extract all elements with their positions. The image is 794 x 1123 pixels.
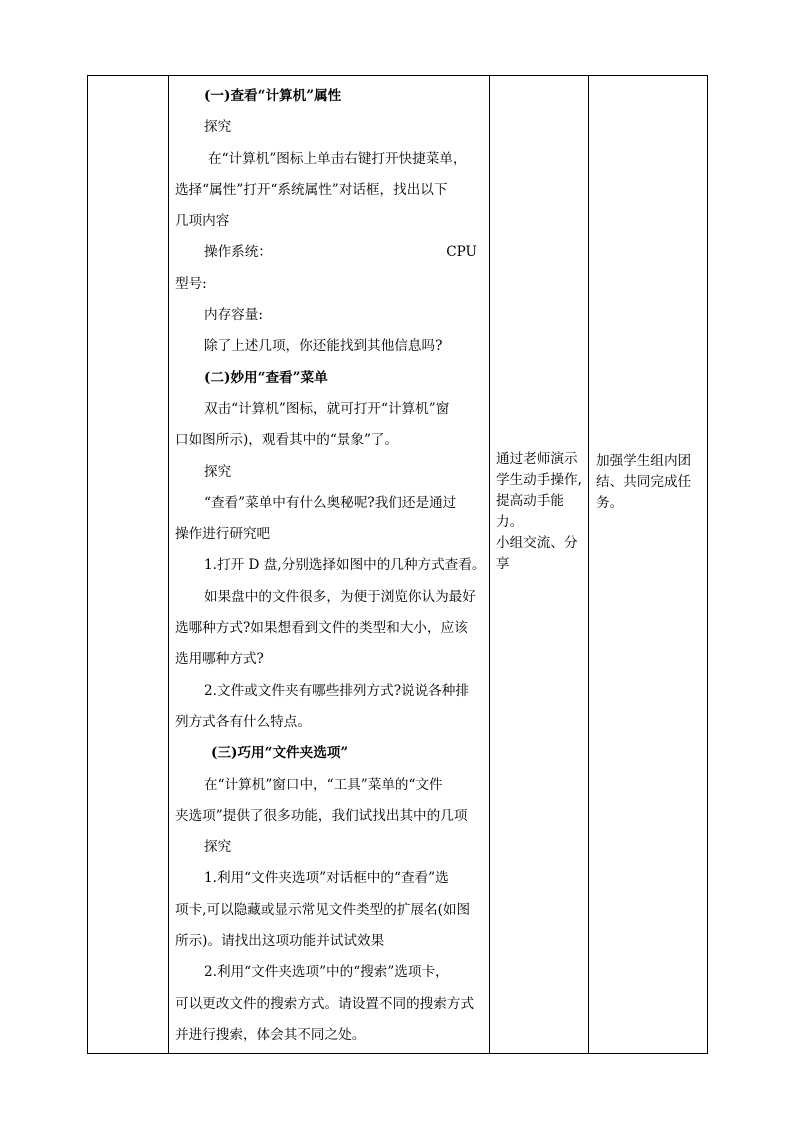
text-line: 双击“计算机”图标，就可打开“计算机”窗 <box>204 400 450 417</box>
text-line: 所示)。请找出这项功能并试试效果 <box>175 933 385 950</box>
method-line: 通过老师演示 <box>496 450 578 467</box>
text-line: “查看”菜单中有什么奥秘呢?我们还是通过 <box>204 494 457 511</box>
text-line: 型号: <box>175 275 207 292</box>
text-line: 可以更改文件的搜索方式。请设置不同的搜索方式 <box>175 995 475 1012</box>
section-heading-1: (一)查看“计算机”属性 <box>204 88 342 104</box>
text-line: 项卡,可以隐藏或显示常见文件类型的扩展名(如图 <box>175 901 471 918</box>
activity-content <box>169 76 489 1051</box>
intent-line: 务。 <box>596 495 624 511</box>
method-line: 享 <box>496 555 510 572</box>
intent-cell <box>589 76 708 1054</box>
text-line: 在“计算机”窗口中，“工具”菜单的“文件 <box>204 776 443 793</box>
intent-line: 结、共同完成任 <box>596 474 692 490</box>
text-line: 在“计算机”图标上单击右键打开快捷菜单， <box>208 150 467 167</box>
text-line: 1.利用“文件夹选项”对话框中的“查看”选 <box>204 870 449 887</box>
explore-label: 探究 <box>204 119 232 136</box>
cpu-label: CPU <box>446 244 477 261</box>
text-line: 2.文件或文件夹有哪些排列方式?说说各种排 <box>204 682 469 699</box>
text-line: 夹选项”提供了很多功能，我们试找出其中的几项 <box>175 807 468 824</box>
os-label: 操作系统： <box>204 244 272 261</box>
text-line: 选哪种方式?如果想看到文件的类型和大小，应该 <box>175 620 468 637</box>
method-line: 学生动手操作, <box>496 471 582 488</box>
text-line: 几项内容 <box>175 213 230 230</box>
method-line: 小组交流、分 <box>496 534 578 551</box>
method-line: 提高动手能力。 <box>496 492 564 530</box>
section-heading-3: (三)巧用“文件夹选项” <box>211 745 349 762</box>
text-line: 1.打开 D 盘,分别选择如图中的几种方式查看。 <box>204 557 486 574</box>
text-line: 并进行搜索，体会其不同之处。 <box>175 1026 366 1043</box>
text-line: 列方式各有什么特点。 <box>175 713 311 730</box>
design-intent <box>589 451 707 678</box>
lesson-table <box>87 75 708 1054</box>
table-row <box>88 76 708 1054</box>
text-line: 操作进行研究吧 <box>175 526 271 543</box>
text-line: 口如图所示)，观看其中的“景象”了。 <box>175 432 399 449</box>
blank-cell <box>88 76 169 1054</box>
section-heading-2: (二)妙用“查看”菜单 <box>204 369 328 386</box>
text-line: 选用哪种方式? <box>175 651 264 668</box>
text-line: 如果盘中的文件很多，为便于浏览你认为最好 <box>204 588 476 605</box>
activity-cell <box>169 76 490 1054</box>
text-line: 内存容量: <box>204 307 263 324</box>
text-line <box>175 237 481 268</box>
explore-label: 探究 <box>204 463 232 480</box>
intent-line: 加强学生组内团 <box>596 453 692 469</box>
text-line: 除了上述几项，你还能找到其他信息吗? <box>204 338 443 355</box>
explore-label: 探究 <box>204 839 232 856</box>
method-cell <box>490 76 589 1054</box>
teaching-method <box>490 449 588 681</box>
text-line: 2.利用“文件夹选项”中的“搜索”选项卡， <box>204 964 449 981</box>
text-line: 选择“属性”打开“系统属性”对话框，找出以下 <box>175 181 448 198</box>
